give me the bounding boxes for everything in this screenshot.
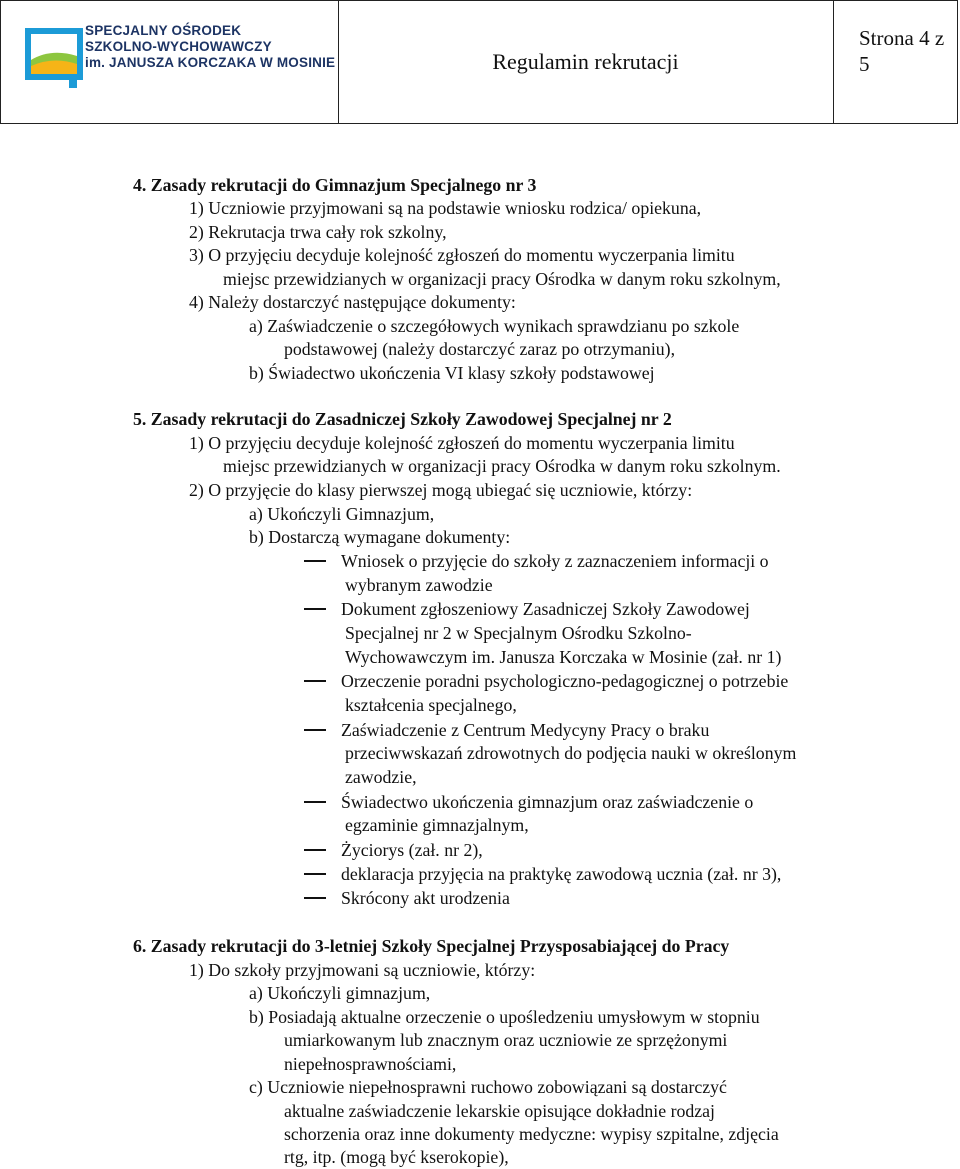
document-title: Regulamin rekrutacji <box>492 49 679 74</box>
s6-item-1c-cont: rtg, itp. (mogą być kserokopie), <box>284 1147 509 1167</box>
list-dash <box>304 608 326 610</box>
page-header <box>0 0 958 124</box>
s5-doc-2-cont: Specjalnej nr 2 w Specjalnym Ośrodku Szkolno- <box>345 623 692 643</box>
s5-doc-8: Skrócony akt urodzenia <box>341 888 510 908</box>
s5-doc-7: deklaracja przyjęcia na praktykę zawodową ucznia (zał. nr 3), <box>341 864 782 884</box>
header-title-cell <box>338 1 834 123</box>
s6-item-1c-cont: schorzenia oraz inne dokumenty medyczne: wypisy szpitalne, zdjęcia <box>284 1124 779 1144</box>
section-6-heading: 6. Zasady rekrutacji do 3-letniej Szkoły Specjalnej Przysposabiającej do Pracy <box>133 936 730 956</box>
s5-doc-1: Wniosek o przyjęcie do szkoły z zaznaczeniem informacji o <box>341 551 769 571</box>
list-dash <box>304 849 326 851</box>
s6-item-1b-cont: umiarkowanym lub znacznym oraz uczniowie ze sprzężonymi <box>284 1030 728 1050</box>
list-dash <box>304 680 326 682</box>
s5-item-1-cont: miejsc przewidzianych w organizacji pracy Ośrodka w danym roku szkolnym. <box>223 456 781 476</box>
header-page-cell <box>833 1 957 123</box>
s6-item-1a: a) Ukończyli gimnazjum, <box>249 983 431 1003</box>
s5-doc-5: Świadectwo ukończenia gimnazjum oraz zaświadczenie o <box>341 792 754 812</box>
s5-doc-4-cont: zawodzie, <box>345 767 417 787</box>
s5-item-2: 2) O przyjęcie do klasy pierwszej mogą ubiegać się uczniowie, którzy: <box>189 480 693 500</box>
s5-doc-4: Zaświadczenie z Centrum Medycyny Pracy o braku <box>341 720 710 740</box>
s5-doc-5-cont: egzaminie gimnazjalnym, <box>345 815 529 835</box>
s5-doc-2: Dokument zgłoszeniowy Zasadniczej Szkoły Zawodowej <box>341 599 750 619</box>
s4-item-3: 3) O przyjęciu decyduje kolejność zgłoszeń do momentu wyczerpania limitu <box>189 245 735 265</box>
s4-item-4a: a) Zaświadczenie o szczegółowych wynikach sprawdzianu po szkole <box>249 316 740 336</box>
school-logo-icon <box>21 26 87 92</box>
s6-item-1b: b) Posiadają aktualne orzeczenie o upośledzeniu umysłowym w stopniu <box>249 1007 760 1027</box>
s4-item-4a-cont: podstawowej (należy dostarczyć zaraz po otrzymaniu), <box>284 339 676 359</box>
s5-item-2a: a) Ukończyli Gimnazjum, <box>249 504 435 524</box>
s4-item-3-cont: miejsc przewidzianych w organizacji pracy Ośrodka w danym roku szkolnym, <box>223 269 781 289</box>
s6-item-1c: c) Uczniowie niepełnosprawni ruchowo zobowiązani są dostarczyć <box>249 1077 727 1097</box>
logo-line-1: SPECJALNY OŚRODEK <box>85 23 242 38</box>
s6-item-1b-cont: niepełnosprawnościami, <box>284 1054 457 1074</box>
s5-item-2b: b) Dostarczą wymagane dokumenty: <box>249 527 511 547</box>
section-4-heading: 4. Zasady rekrutacji do Gimnazjum Specjalnego nr 3 <box>133 175 537 195</box>
page-number-line-2: 5 <box>859 52 870 76</box>
s4-item-4b: b) Świadectwo ukończenia VI klasy szkoły podstawowej <box>249 363 655 383</box>
s5-doc-2-cont: Wychowawczym im. Janusza Korczaka w Mosinie (zał. nr 1) <box>345 647 782 667</box>
logo-text <box>85 23 335 71</box>
page-number-line-1: Strona 4 z <box>859 26 945 50</box>
header-logo-cell <box>1 1 339 123</box>
logo-line-2: SZKOLNO-WYCHOWAWCZY <box>85 39 272 54</box>
list-dash <box>304 873 326 875</box>
section-5-heading: 5. Zasady rekrutacji do Zasadniczej Szkoły Zawodowej Specjalnej nr 2 <box>133 409 672 429</box>
s5-doc-1-cont: wybranym zawodzie <box>345 575 493 595</box>
list-dash <box>304 801 326 803</box>
s5-doc-3: Orzeczenie poradni psychologiczno-pedagogicznej o potrzebie <box>341 671 789 691</box>
s6-item-1c-cont: aktualne zaświadczenie lekarskie opisujące dokładnie rodzaj <box>284 1101 715 1121</box>
s5-doc-3-cont: kształcenia specjalnego, <box>345 695 517 715</box>
list-dash <box>304 560 326 562</box>
s4-item-1: 1) Uczniowie przyjmowani są na podstawie wniosku rodzica/ opiekuna, <box>189 198 702 218</box>
s4-item-2: 2) Rekrutacja trwa cały rok szkolny, <box>189 222 447 242</box>
s5-doc-6: Życiorys (zał. nr 2), <box>341 840 483 860</box>
s4-item-4: 4) Należy dostarczyć następujące dokumenty: <box>189 292 516 312</box>
s5-doc-4-cont: przeciwwskazań zdrowotnych do podjęcia nauki w określonym <box>345 743 797 763</box>
list-dash <box>304 729 326 731</box>
s6-item-1: 1) Do szkoły przyjmowani są uczniowie, którzy: <box>189 960 536 980</box>
list-dash <box>304 897 326 899</box>
page-number <box>859 25 944 77</box>
s5-item-1: 1) O przyjęciu decyduje kolejność zgłoszeń do momentu wyczerpania limitu <box>189 433 735 453</box>
logo-line-3: im. JANUSZA KORCZAKA W MOSINIE <box>85 55 336 70</box>
